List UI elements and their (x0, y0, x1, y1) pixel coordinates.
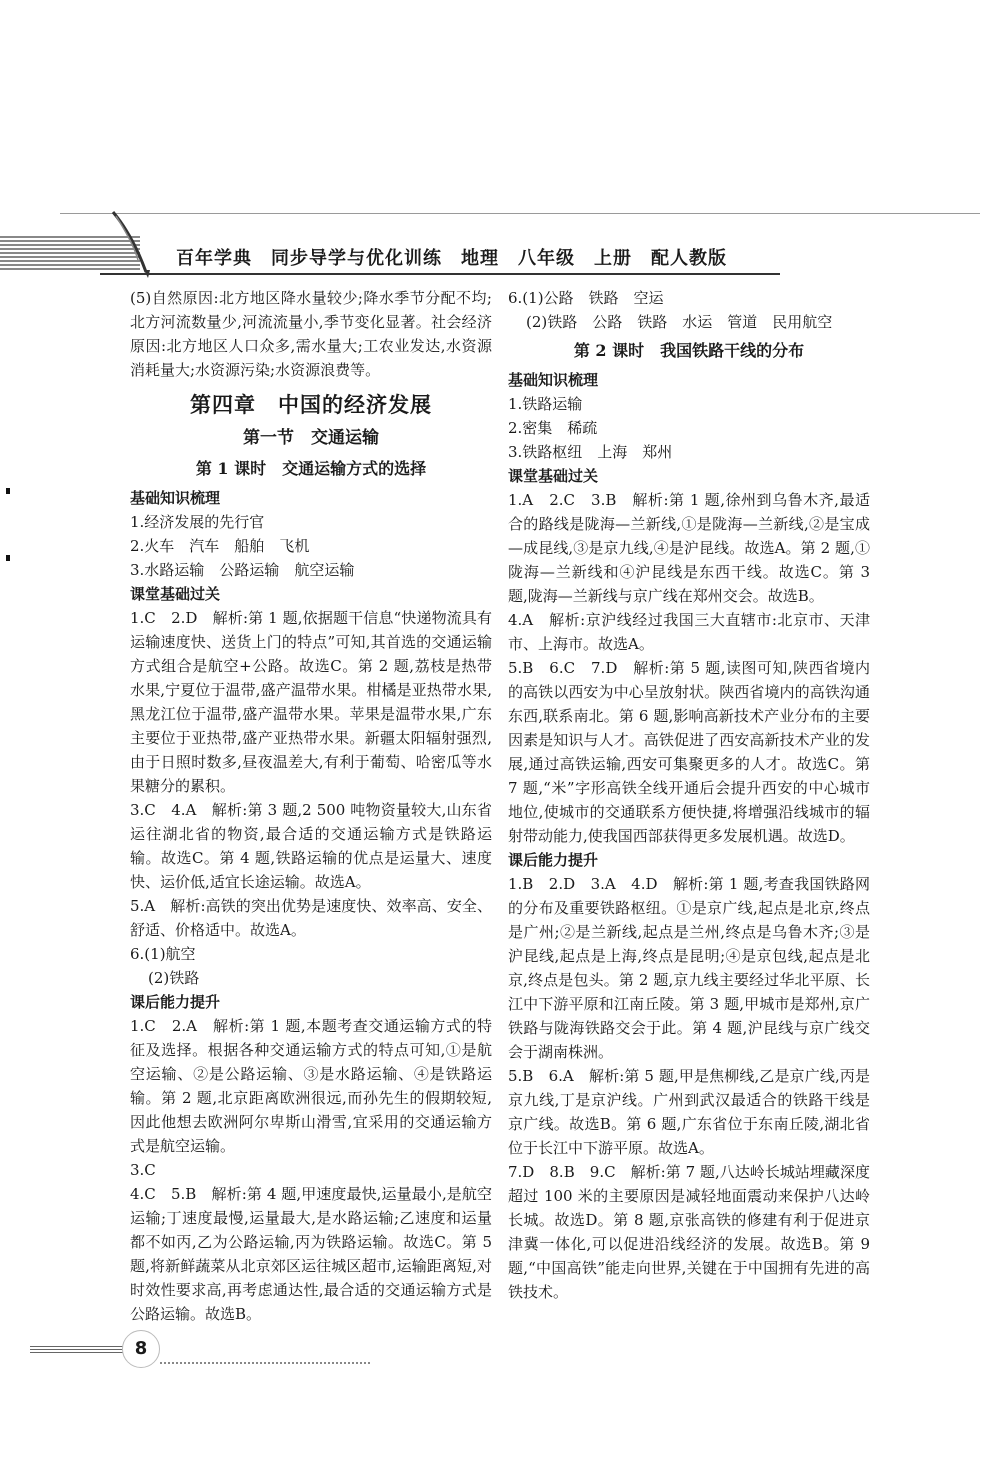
answer-paragraph: 3.C (130, 1161, 156, 1179)
subsection-heading: 课堂基础过关 (130, 585, 221, 603)
margin-mark (6, 555, 10, 561)
footer-dotted-rule (160, 1362, 370, 1364)
answer-paragraph: 3.C 4.A 解析:第 3 题,2 500 吨物资量较大,山东省运往湖北省的物资,最合适的交通运输方式是铁路运输。故选C。第 4 题,铁路运输的优点是运量大、速度快、运价低,适宜长途运输。故选A。 (130, 801, 492, 891)
left-column (130, 286, 492, 1326)
subsection-heading: 基础知识梳理 (130, 489, 221, 507)
header-rule (60, 213, 980, 214)
answer-paragraph: 6.(1)航空 (130, 945, 196, 963)
right-column (508, 286, 870, 1304)
answer-paragraph: 3.铁路枢纽 上海 郑州 (508, 443, 673, 461)
lesson-title: 第 1 课时 交通运输方式的选择 (195, 459, 427, 478)
answer-paragraph: 4.C 5.B 解析:第 4 题,甲速度最快,运量最小,是航空运输;丁速度最慢,运量最大,是水路运输;乙速度和运量都不如丙,乙为公路运输,丙为铁路运输。故选C。第 5 题,将新鲜蔬菜从北京郊区运往城区超市,运输距离短,对时效性要求高,再考虑通达性,最合适的交通运输方式是公路运输。故选B。 (130, 1185, 492, 1323)
answer-paragraph: 1.C 2.A 解析:第 1 题,本题考查交通运输方式的特征及选择。根据各种交通运输方式的特点可知,①是航空运输、②是公路运输、③是水路运输、④是铁路运输。第 2 题,北京距离欧洲很远,而孙先生的假期较短,因此他想去欧洲阿尔卑斯山滑雪,宜采用的交通运输方式是航空运输。 (130, 1017, 492, 1155)
answer-paragraph: 4.A 解析:京沪线经过我国三大直辖市:北京市、天津市、上海市。故选A。 (508, 611, 870, 653)
lesson-title: 第 2 课时 我国铁路干线的分布 (573, 341, 805, 360)
answer-paragraph: 1.B 2.D 3.A 4.D 解析:第 1 题,考查我国铁路网的分布及重要铁路枢纽。①是京广线,起点是北京,终点是广州;②是兰新线,起点是兰州,终点是乌鲁木齐;③是沪昆线,起点是上海,终点是昆明;④是京包线,起点是北京,终点是包头。第 2 题,京九线主要经过华北平原、长江中下游平原和江南丘陵。第 3 题,甲城市是郑州,京广铁路与陇海铁路交会于此。第 4 题,沪昆线与京广线交会于湖南株洲。 (508, 875, 870, 1061)
subsection-heading: 课堂基础过关 (508, 467, 599, 485)
answer-paragraph: 3.水路运输 公路运输 航空运输 (130, 561, 355, 579)
answer-line: (2)铁路 (148, 969, 200, 987)
subsection-heading: 课后能力提升 (508, 851, 599, 869)
answer-paragraph: 5.B 6.A 解析:第 5 题,甲是焦柳线,乙是京广线,丙是京九线,丁是京沪线。广州到武汉最适合的铁路干线是京广线。故选B。第 6 题,广东省位于东南丘陵,湖北省位于长江中下游平原。故选A。 (508, 1067, 870, 1157)
answer-paragraph: 7.D 8.B 9.C 解析:第 7 题,八达岭长城站埋藏深度超过 100 米的主要原因是减轻地面震动来保护八达岭长城。故选D。第 8 题,京张高铁的修建有利于促进京津冀一体化,可以促进沿线经济的发展。故选B。第 9 题,“中国高铁”能走向世界,关键在于中国拥有先进的高铁技术。 (508, 1163, 870, 1301)
subsection-heading: 课后能力提升 (130, 993, 221, 1011)
answer-line: (2)铁路 公路 铁路 水运 管道 民用航空 (526, 313, 833, 331)
header-title: 百年学典 同步导学与优化训练 地理 八年级 上册 配人教版 (176, 248, 727, 269)
answer-paragraph: 5.A 解析:高铁的突出优势是速度快、效率高、安全、舒适、价格适中。故选A。 (130, 897, 492, 939)
answer-paragraph: 2.火车 汽车 船舶 飞机 (130, 537, 310, 555)
answer-paragraph: 1.A 2.C 3.B 解析:第 1 题,徐州到乌鲁木齐,最适合的路线是陇海—兰新线,①是陇海—兰新线,②是宝成—成昆线,③是京九线,④是沪昆线。故选A。第 2 题,①陇海—兰新线和④沪昆线是东西干线。故选C。第 3 题,陇海—兰新线与京广线在郑州交会。故选B。 (508, 491, 870, 605)
page-number: 8 (122, 1330, 160, 1368)
header-underline (100, 273, 780, 275)
answer-paragraph: 2.密集 稀疏 (508, 419, 598, 437)
answer-paragraph: 1.经济发展的先行官 (130, 513, 265, 531)
answer-paragraph: 6.(1)公路 铁路 空运 (508, 289, 664, 307)
quill-pen-icon (108, 210, 158, 280)
answer-paragraph: 1.C 2.D 解析:第 1 题,依据题干信息“快递物流具有运输速度快、送货上门的特点”可知,其首选的交通运输方式组合是航空+公路。故选C。第 2 题,荔枝是热带水果,宁夏位于温带,盛产温带水果。柑橘是亚热带水果,黑龙江位于温带,盛产温带水果。苹果是温带水果,广东主要位于亚热带,盛产亚热带水果。新疆太阳辐射强烈,由于日照时数多,昼夜温差大,有利于葡萄、哈密瓜等水果糖分的累积。 (130, 609, 492, 795)
section-title: 第一节 交通运输 (243, 428, 379, 448)
margin-mark (6, 488, 10, 494)
chapter-title: 第四章 中国的经济发展 (190, 392, 432, 417)
answer-paragraph: (5)自然原因:北方地区降水量较少;降水季节分配不均;北方河流数量少,河流流量小,季节变化显著。社会经济原因:北方地区人口众多,需水量大;工农业发达,水资源消耗量大;水资源污染;水资源浪费等。 (130, 289, 492, 379)
answer-paragraph: 5.B 6.C 7.D 解析:第 5 题,读图可知,陕西省境内的高铁以西安为中心呈放射状。陕西省境内的高铁沟通东西,联系南北。第 6 题,影响高新技术产业分布的主要因素是知识与人才。高铁促进了西安高新技术产业的发展,通过高铁运输,西安可集聚更多的人才。故选C。第 7 题,“米”字形高铁全线开通后会提升西安的中心城市地位,使城市的交通联系方便快捷,将增强沿线城市的辐射带动能力,使我国西部获得更多发展机遇。故选D。 (508, 659, 870, 845)
answer-paragraph: 1.铁路运输 (508, 395, 583, 413)
subsection-heading: 基础知识梳理 (508, 371, 599, 389)
